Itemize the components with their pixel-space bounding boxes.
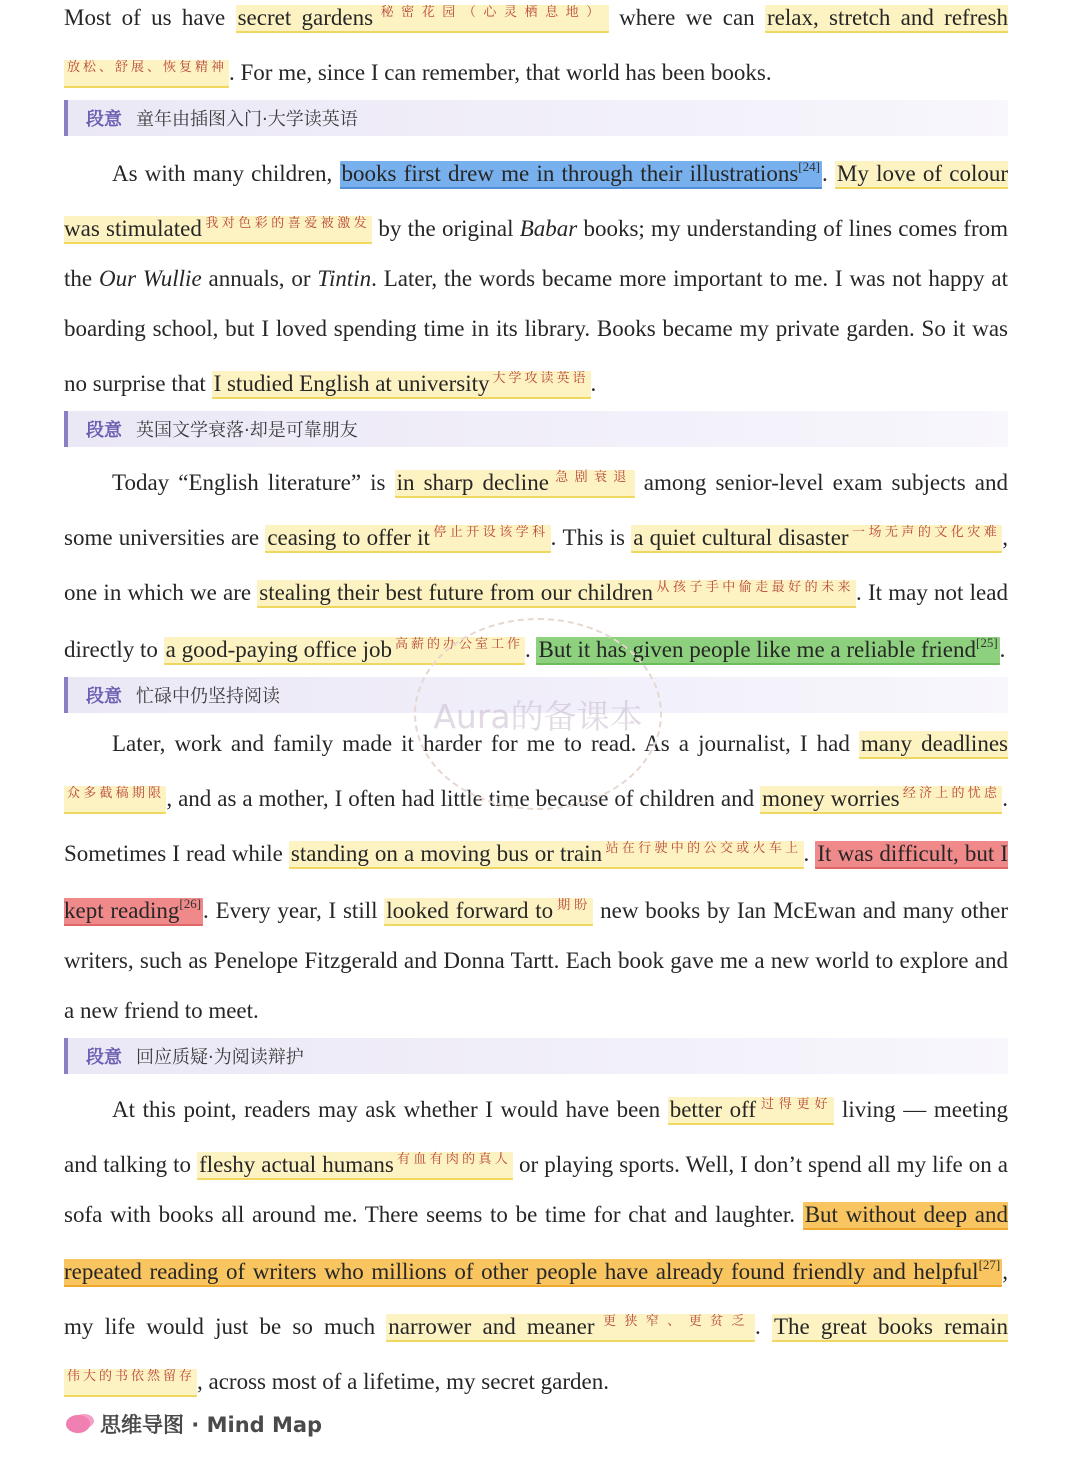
gloss: 期盼 xyxy=(556,898,592,913)
gloss: 大学攻读英语 xyxy=(492,371,589,386)
highlight-phrase: narrower and meaner $^{更狭窄、更贫乏}$ xyxy=(386,1314,755,1342)
gloss: 高薪的办公室工作 xyxy=(394,637,523,652)
gloss: 停止开设该学科 xyxy=(432,525,549,540)
section-label-1 xyxy=(64,100,1008,136)
gloss: 放松、舒展、恢复精神 xyxy=(67,60,228,75)
gloss: 一场无声的文化灾难 xyxy=(851,525,1001,540)
watermark-stamp: Aura的备课本 xyxy=(414,618,662,810)
paragraph-2: As with many children, books first drew me in through their illustrations[24]. My love of colour was stimulated $^{我对色彩的喜爱被激发}$ by the original Babar books; my understanding of lines comes from the Our Wullie annuals, or Tintin. Later, the words became more important to me. I was not happy at boarding school, but I loved spending time in its library. Books became my private garden. So it was no surprise that I studied English at university $^{大学攻读英语}$. xyxy=(64,142,1008,409)
gloss: 过得更好 xyxy=(759,1097,833,1112)
footer-mind-map xyxy=(66,1409,322,1439)
highlight-phrase: The great books remain$^{伟大的书依然留存}$ xyxy=(64,1314,1008,1397)
gloss: 众多截稿期限 xyxy=(67,786,165,801)
paragraph-1: Most of us have secret gardens $^{秘密花园(心灵栖息地)}$ where we can relax, stretch and refresh$^{放松、舒展、恢复精神}$. For me, since I can remember, that world has been books. xyxy=(64,0,1008,98)
footnote-ref: [26] xyxy=(179,896,202,911)
label-tag: 段意 xyxy=(86,686,122,707)
paragraph-3: Today “English literature” is in sharp decline $^{急剧衰退}$ among senior-level exam subjects and some universities are ceasing to offer it $^{停止开设该学科}$. This is a quiet cultural disaster $^{一场无声的文化灾难}$, one in which we are stealing their best future from our children $^{从孩子手中偷走最好的未来}$. It may not lead directly to a good-paying office job $^{高薪的办公室工作}$. But it has given people like me a reliable friend[25]. xyxy=(64,453,1008,675)
label-tag: 段意 xyxy=(86,109,122,130)
footnote-ref: [25] xyxy=(975,635,998,650)
label-text: 英国文学衰落·却是可靠朋友 xyxy=(136,420,358,441)
footnote-ref: [27] xyxy=(978,1257,1001,1272)
highlight-phrase: in sharp decline $^{急剧衰退}$ xyxy=(395,470,635,498)
highlight-sentence: But without deep and repeated reading of writers who millions of other people have already found friendly and helpful[27] xyxy=(64,1202,1008,1287)
gloss: 经济上的忧虑 xyxy=(902,786,1001,801)
gloss: 秘密花园（心灵栖息地） xyxy=(376,5,607,20)
section-label-2 xyxy=(64,411,1008,447)
highlight-sentence: But it has given people like me a reliable friend[25] xyxy=(536,637,999,665)
highlight-phrase: My love of colour was stimulated $^{我对色彩的喜爱被激发}$ xyxy=(64,161,1008,244)
gloss: 我对色彩的喜爱被激发 xyxy=(204,216,371,231)
footnote-ref: [24] xyxy=(798,159,820,174)
highlight-phrase: better off $^{过得更好}$ xyxy=(668,1097,835,1125)
paragraph-4: Later, work and family made it harder for me to read. As a journalist, I had many deadlines$^{众多截稿期限}$, and as a mother, I often had little time because of children and money worries $^{经济上的忧虑}$. Sometimes I read while standing on a moving bus or train $^{站在行驶中的公交或火车上}$. It was difficult, but I kept reading[26]. Every year, I still looked forward to $^{期盼}$ new books by Ian McEwan and many other writers, such as Penelope Fitzgerald and Donna Tartt. Each book gave me a new world to explore and a new friend to meet. xyxy=(64,731,1008,1023)
highlight-sentence: It was difficult, but I kept reading[26] xyxy=(64,841,1008,926)
label-tag: 段意 xyxy=(86,420,122,441)
gloss: 更狭窄、更贫乏 xyxy=(597,1314,753,1329)
highlight-phrase: fleshy actual humans $^{有血有肉的真人}$ xyxy=(197,1152,513,1180)
highlight-phrase: money worries $^{经济上的忧虑}$ xyxy=(760,786,1002,814)
highlight-phrase: ceasing to offer it $^{停止开设该学科}$ xyxy=(265,525,550,553)
paragraph-5: At this point, readers may ask whether I would have been better off $^{过得更好}$ living — meeting and talking to fleshy actual humans $^{有血有肉的真人}$ or playing sports. Well, I don’t spend all my life on a sofa with books all around me. There seems to be time for chat and laughter. But without deep and repeated reading of writers who millions of other people have already found friendly and helpful[27], my life would just be so much narrower and meaner $^{更狭窄、更贫乏}$. The great books remain$^{伟大的书依然留存}$, across most of a lifetime, my secret garden. xyxy=(64,1080,1008,1407)
label-text: 回应质疑·为阅读辩护 xyxy=(136,1047,304,1068)
gloss: 有血有肉的真人 xyxy=(396,1152,511,1167)
highlight-phrase: relax, stretch and refresh$^{放松、舒展、恢复精神}$ xyxy=(64,5,1008,88)
highlight-phrase: a good-paying office job $^{高薪的办公室工作}$ xyxy=(164,637,525,665)
highlight-phrase: looked forward to $^{期盼}$ xyxy=(384,898,593,926)
highlight-phrase: standing on a moving bus or train $^{站在行驶中的公交或火车上}$ xyxy=(289,841,804,869)
gloss: 站在行驶中的公交或火车上 xyxy=(605,841,802,856)
highlight-phrase: secret gardens $^{秘密花园(心灵栖息地)}$ xyxy=(236,5,609,33)
footer-label: 思维导图 · Mind Map xyxy=(100,1413,323,1437)
highlight-sentence: books first drew me in through their illustrations[24] xyxy=(340,161,822,189)
highlight-phrase: stealing their best future from our children $^{从孩子手中偷走最好的未来}$ xyxy=(257,580,856,608)
gloss: 急剧衰退 xyxy=(551,470,633,485)
section-label-4 xyxy=(64,1038,1008,1074)
gloss: 从孩子手中偷走最好的未来 xyxy=(655,580,855,595)
label-text: 童年由插图入门·大学读英语 xyxy=(136,109,358,130)
highlight-phrase: a quiet cultural disaster $^{一场无声的文化灾难}$ xyxy=(631,525,1002,553)
highlight-phrase: many deadlines$^{众多截稿期限}$ xyxy=(64,731,1008,814)
highlight-phrase: I studied English at university $^{大学攻读英语}$ xyxy=(212,371,591,399)
label-tag: 段意 xyxy=(86,1047,122,1068)
label-text: 忙碌中仍坚持阅读 xyxy=(136,686,280,707)
brain-icon xyxy=(66,1415,90,1433)
section-label-3 xyxy=(64,677,1008,713)
document-page xyxy=(64,0,1008,1407)
gloss: 伟大的书依然留存 xyxy=(67,1369,196,1384)
